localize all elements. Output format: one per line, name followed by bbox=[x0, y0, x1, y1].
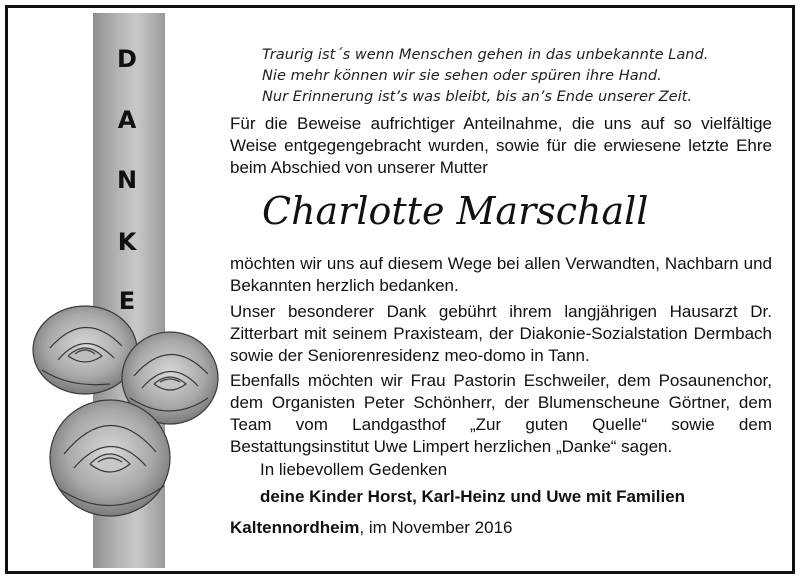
poem-line-2: Nie mehr können wir sie sehen oder spüren ihre Hand. bbox=[262, 67, 662, 84]
band-letter-d: D bbox=[117, 45, 137, 73]
rose-bottom bbox=[50, 400, 170, 516]
thanks-paragraph-2: Unser besonderer Dank gebührt ihrem langjährigen Hausarzt Dr. Zitterbart mit seinem Praxisteam, der Diakonie-Sozialstation Dermbach sowie der Seniorenresidenz meo-domo in Tann. bbox=[230, 302, 772, 365]
rose-top-left bbox=[33, 306, 137, 394]
band-letter-k: K bbox=[117, 228, 137, 256]
signatories: deine Kinder Horst, Karl-Heinz und Uwe mit Familien bbox=[260, 487, 686, 506]
thanks-paragraph-3: Ebenfalls möchten wir Frau Pastorin Eschweiler, dem Posaunenchor, dem Organisten Peter Schönherr, der Blumenscheune Görtner, dem Team vom Landgasthof „Zur guten Quelle“ sowie dem Bestattungsinstitut Uwe Limpert herzlichen „Danke“ sagen. bbox=[230, 371, 772, 456]
roses-illustration bbox=[30, 298, 220, 528]
thanks-paragraph-1: möchten wir uns auf diesem Wege bei allen Verwandten, Nachbarn und Bekannten herzlich bedanken. bbox=[230, 254, 772, 295]
intro-paragraph: Für die Beweise aufrichtiger Anteilnahme, die uns auf so vielfältige Weise entgegengebracht wurden, sowie für die erwiesene letzte Ehre beim Abschied von unserer Mutter bbox=[230, 114, 772, 177]
poem-line-1: Traurig ist´s wenn Menschen gehen in das unbekannte Land. bbox=[262, 46, 709, 63]
closing-line: In liebevollem Gedenken bbox=[260, 460, 448, 479]
deceased-name: Charlotte Marschall bbox=[262, 189, 649, 233]
place-date: , im November 2016 bbox=[359, 518, 513, 537]
place-and-date bbox=[230, 518, 512, 538]
band-letter-e: E bbox=[118, 287, 136, 315]
band-letter-a: A bbox=[117, 106, 137, 134]
poem-line-3: Nur Erinnerung ist’s was bleibt, bis an’s Ende unserer Zeit. bbox=[262, 88, 693, 105]
poem bbox=[262, 44, 762, 107]
band-letter-n: N bbox=[116, 166, 138, 194]
place-town: Kaltennordheim bbox=[230, 518, 360, 537]
